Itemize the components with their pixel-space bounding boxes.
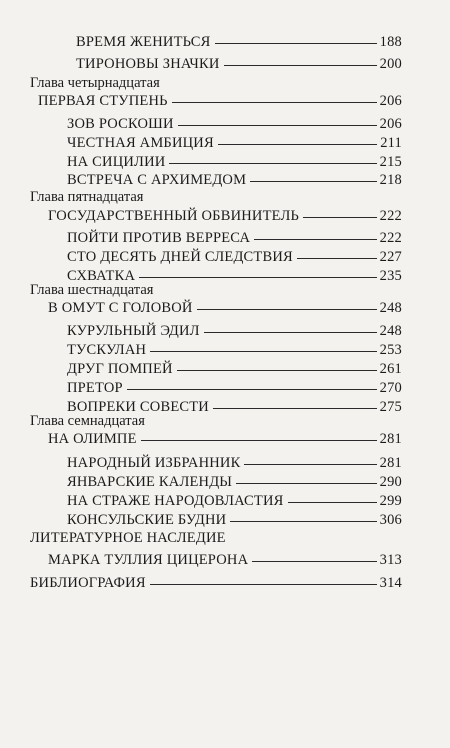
dot-leader <box>169 163 376 164</box>
dot-leader <box>288 502 377 503</box>
toc-entry <box>67 361 402 378</box>
toc-entry-title: НА СТРАЖЕ НАРОДОВЛАСТИЯ <box>67 493 284 509</box>
toc-entry-title: СХВАТКА <box>67 268 136 284</box>
toc-entry-title: ГОСУДАРСТВЕННЫЙ ОБВИНИТЕЛЬ <box>48 208 300 224</box>
toc-entry-page: 253 <box>379 342 402 358</box>
toc-entry-page: 218 <box>379 172 402 188</box>
toc-entry-title: ПЕРВАЯ СТУПЕНЬ <box>38 93 168 109</box>
dot-leader <box>218 144 377 145</box>
dot-leader <box>150 351 376 352</box>
toc-entry-page: 188 <box>379 34 402 50</box>
toc-entry-title: ТУСКУЛАН <box>67 342 147 358</box>
toc-entry-page: 211 <box>380 135 402 151</box>
toc-entry-page: 299 <box>379 493 402 509</box>
toc-entry-page: 248 <box>379 323 402 339</box>
toc-entry <box>67 342 402 359</box>
dot-leader <box>244 464 376 465</box>
chapter-heading: Глава шестнадцатая <box>30 282 154 298</box>
toc-entry <box>67 116 402 133</box>
toc-entry <box>67 380 402 397</box>
toc-entry-page: 222 <box>379 230 402 246</box>
dot-leader <box>177 370 377 371</box>
toc-entry <box>67 474 402 491</box>
toc-entry-title: ВСТРЕЧА С АРХИМЕДОМ <box>67 172 247 188</box>
dot-leader <box>303 217 377 218</box>
dot-leader <box>252 561 376 562</box>
toc-entry <box>76 34 402 51</box>
toc-entry-title: ТИРОНОВЫ ЗНАЧКИ <box>76 56 220 72</box>
toc-entry-page: 235 <box>379 268 402 284</box>
toc-entry <box>67 154 402 171</box>
toc-entry <box>67 172 402 189</box>
toc-entry-page: 306 <box>379 512 402 528</box>
toc-entry-title: ЯНВАРСКИЕ КАЛЕНДЫ <box>67 474 233 490</box>
toc-entry <box>48 431 402 448</box>
toc-entry <box>67 493 402 510</box>
toc-entry-page: 290 <box>379 474 402 490</box>
dot-leader <box>172 102 377 103</box>
toc-entry-page: 206 <box>379 93 402 109</box>
toc-entry-page: 261 <box>379 361 402 377</box>
dot-leader <box>230 521 376 522</box>
toc-entry-title: ЗОВ РОСКОШИ <box>67 116 174 132</box>
toc-entry-page: 275 <box>379 399 402 415</box>
dot-leader <box>197 309 377 310</box>
dot-leader <box>250 181 376 182</box>
toc-entry-page: 200 <box>379 56 402 72</box>
toc-entry-title: ПОЙТИ ПРОТИВ ВЕРРЕСА <box>67 230 251 246</box>
toc-entry <box>67 135 402 152</box>
toc-entry-title: БИБЛИОГРАФИЯ <box>30 575 146 591</box>
toc-entry-title: КУРУЛЬНЫЙ ЭДИЛ <box>67 323 200 339</box>
dot-leader <box>236 483 376 484</box>
toc-entry-title: В ОМУТ С ГОЛОВОЙ <box>48 300 193 316</box>
dot-leader <box>141 440 377 441</box>
toc-entry <box>48 208 402 225</box>
dot-leader <box>204 332 377 333</box>
toc-entry-page: 314 <box>379 575 402 591</box>
toc-entry-title: ЧЕСТНАЯ АМБИЦИЯ <box>67 135 214 151</box>
toc-entry-page: 270 <box>379 380 402 396</box>
dot-leader <box>178 125 377 126</box>
section-heading: ЛИТЕРАТУРНОЕ НАСЛЕДИЕ <box>30 530 226 546</box>
chapter-heading: Глава четырнадцатая <box>30 75 160 91</box>
toc-entry <box>67 249 402 266</box>
dot-leader <box>213 408 377 409</box>
chapter-heading: Глава пятнадцатая <box>30 189 144 205</box>
chapter-heading: Глава семнадцатая <box>30 413 145 429</box>
dot-leader <box>215 43 377 44</box>
toc-entry-title: НА ОЛИМПЕ <box>48 431 137 447</box>
toc-entry-title: ДРУГ ПОМПЕЙ <box>67 361 173 377</box>
toc-entry-title: ПРЕТОР <box>67 380 123 396</box>
toc-entry <box>67 512 402 529</box>
toc-entry-page: 206 <box>379 116 402 132</box>
toc-entry <box>67 323 402 340</box>
toc-entry-page: 215 <box>379 154 402 170</box>
toc-entry-page: 313 <box>379 552 402 568</box>
toc-entry <box>67 455 402 472</box>
toc-entry-page: 248 <box>379 300 402 316</box>
toc-entry-title: МАРКА ТУЛЛИЯ ЦИЦЕРОНА <box>48 552 249 568</box>
toc-entry-page: 281 <box>379 431 402 447</box>
toc-entry-title: НАРОДНЫЙ ИЗБРАННИК <box>67 455 241 471</box>
toc-entry-title: НА СИЦИЛИИ <box>67 154 166 170</box>
toc-entry-page: 227 <box>379 249 402 265</box>
toc-entry <box>76 56 402 73</box>
toc-entry <box>67 230 402 247</box>
dot-leader <box>127 389 377 390</box>
toc-entry-page: 222 <box>379 208 402 224</box>
toc-entry <box>38 93 402 110</box>
toc-entry-title: ВРЕМЯ ЖЕНИТЬСЯ <box>76 34 211 50</box>
toc-entry <box>30 575 402 592</box>
toc-entry-page: 281 <box>379 455 402 471</box>
toc-entry-title: СТО ДЕСЯТЬ ДНЕЙ СЛЕДСТВИЯ <box>67 249 293 265</box>
dot-leader <box>297 258 377 259</box>
toc-entry <box>48 552 402 569</box>
dot-leader <box>139 277 377 278</box>
toc-entry <box>48 300 402 317</box>
dot-leader <box>254 239 377 240</box>
toc-entry-title: ВОПРЕКИ СОВЕСТИ <box>67 399 209 415</box>
dot-leader <box>150 584 377 585</box>
toc-entry-title: КОНСУЛЬСКИЕ БУДНИ <box>67 512 227 528</box>
dot-leader <box>224 65 377 66</box>
